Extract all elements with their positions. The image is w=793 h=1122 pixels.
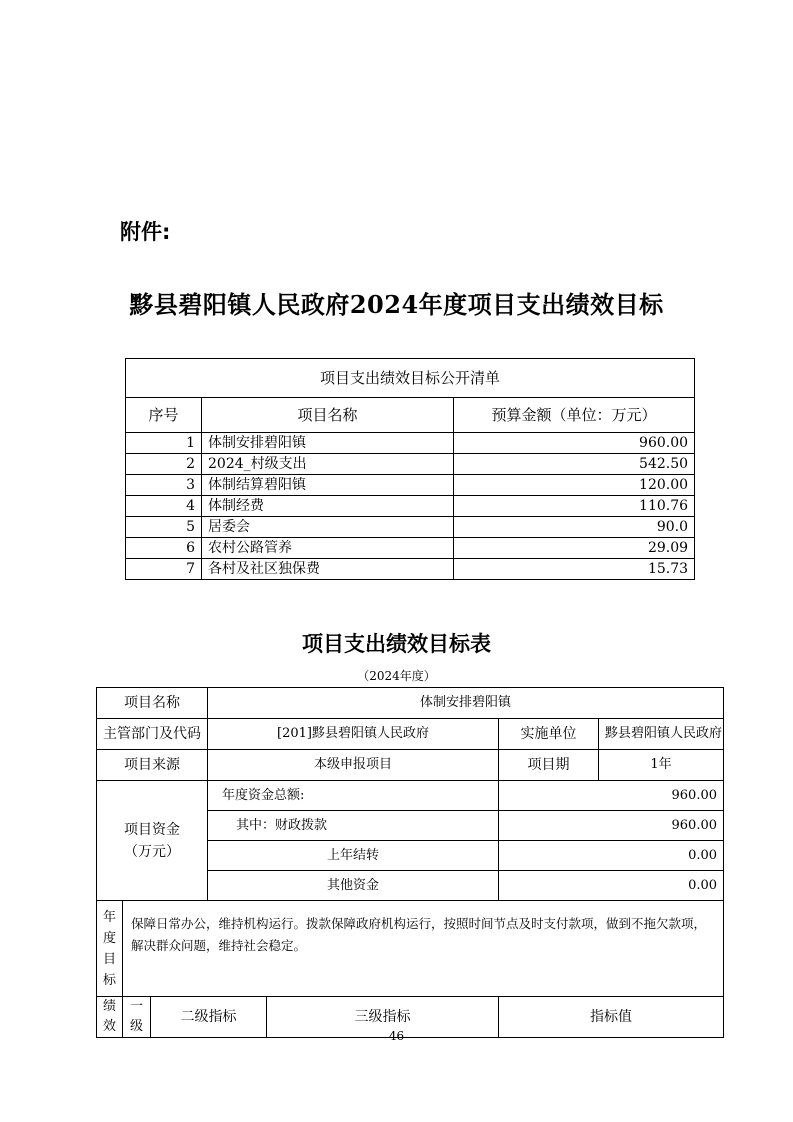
- row-no: 6: [126, 538, 202, 559]
- row-amount: 15.73: [454, 559, 695, 580]
- fund-value: 960.00: [499, 811, 724, 841]
- row-no: 5: [126, 517, 202, 538]
- level3-label: 三级指标: [267, 997, 499, 1038]
- project-list-table: [125, 358, 695, 580]
- table-row: [126, 496, 695, 517]
- table-row: [126, 433, 695, 454]
- row-amount: 542.50: [454, 454, 695, 475]
- project-name-label: 项目名称: [97, 688, 208, 719]
- list-table-caption: 项目支出绩效目标公开清单: [126, 359, 695, 398]
- value-label: 指标值: [499, 997, 724, 1038]
- fund-label: 上年结转: [208, 841, 499, 871]
- row-no: 4: [126, 496, 202, 517]
- annual-goal-label: 年度目标: [97, 901, 123, 997]
- fund-label: 年度资金总额:: [208, 781, 499, 811]
- attachment-label: 附件:: [120, 220, 171, 244]
- dept-label: 主管部门及代码: [97, 719, 208, 750]
- header-no: 序号: [126, 398, 202, 433]
- row-amount: 960.00: [454, 433, 695, 454]
- funds-label: 项目资金: [124, 821, 180, 838]
- row-amount: 110.76: [454, 496, 695, 517]
- table-row: [126, 454, 695, 475]
- table-row: [126, 559, 695, 580]
- funds-label-cell: [97, 781, 208, 901]
- row-no: 1: [126, 433, 202, 454]
- row-amount: 120.00: [454, 475, 695, 496]
- row-amount: 29.09: [454, 538, 695, 559]
- fund-label: 其中：财政拨款: [208, 811, 499, 841]
- goal-table-title: 项目支出绩效目标表: [302, 631, 491, 656]
- project-name-value: 体制安排碧阳镇: [208, 688, 724, 719]
- performance-goal-table: [96, 687, 724, 1038]
- page-number: 46: [388, 1029, 405, 1043]
- dept-value: [201]黟县碧阳镇人民政府: [208, 719, 499, 750]
- impl-label: 实施单位: [499, 719, 599, 750]
- fund-value: 0.00: [499, 841, 724, 871]
- source-label: 项目来源: [97, 750, 208, 781]
- level1-label: 一级: [123, 997, 151, 1038]
- row-no: 3: [126, 475, 202, 496]
- fund-label: 其他资金: [208, 871, 499, 901]
- period-label: 项目期: [499, 750, 599, 781]
- table-row: [126, 538, 695, 559]
- table-row: [126, 517, 695, 538]
- row-name: 体制结算碧阳镇: [202, 475, 454, 496]
- row-amount: 90.0: [454, 517, 695, 538]
- funds-unit: （万元）: [124, 843, 180, 860]
- fund-value: 0.00: [499, 871, 724, 901]
- fund-value: 960.00: [499, 781, 724, 811]
- level2-label: 二级指标: [151, 997, 267, 1038]
- period-value: 1年: [599, 750, 724, 781]
- header-amount: 预算金额（单位：万元）: [454, 398, 695, 433]
- row-name: 农村公路管养: [202, 538, 454, 559]
- row-name: 2024_村级支出: [202, 454, 454, 475]
- page-title: 黟县碧阳镇人民政府2024年度项目支出绩效目标: [129, 290, 664, 319]
- table-row: [126, 475, 695, 496]
- impl-value: 黟县碧阳镇人民政府: [599, 719, 724, 750]
- perf-label: 绩效: [97, 997, 123, 1038]
- header-name: 项目名称: [202, 398, 454, 433]
- row-no: 2: [126, 454, 202, 475]
- row-name: 体制经费: [202, 496, 454, 517]
- row-name: 各村及社区独保费: [202, 559, 454, 580]
- annual-goal-text: 保障日常办公，维持机构运行。拨款保障政府机构运行，按照时间节点及时支付款项，做到不拖欠款项，解决群众问题，维持社会稳定。: [123, 901, 724, 997]
- row-no: 7: [126, 559, 202, 580]
- goal-table-year: （2024年度）: [357, 669, 436, 683]
- source-value: 本级申报项目: [208, 750, 499, 781]
- row-name: 居委会: [202, 517, 454, 538]
- row-name: 体制安排碧阳镇: [202, 433, 454, 454]
